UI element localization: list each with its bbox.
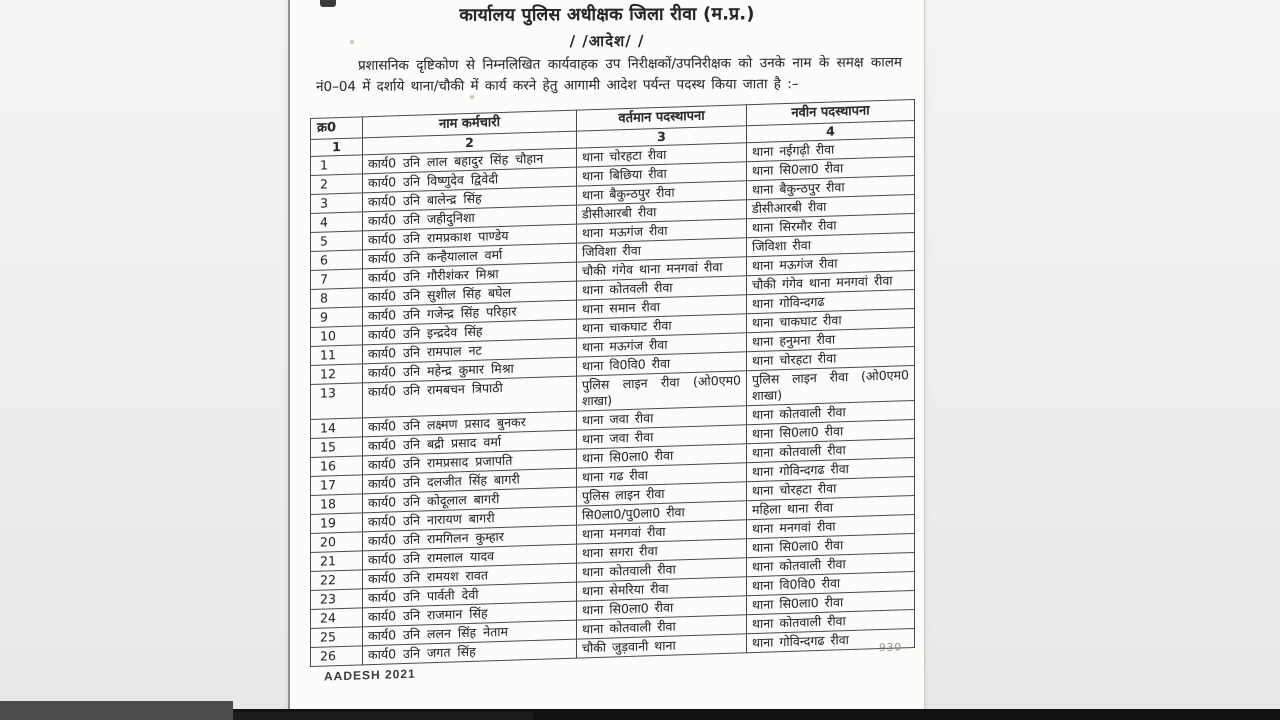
- name-cell: कार्य0 उनि गजेन्द्र सिंह परिहार: [363, 300, 577, 326]
- name-cell: कार्य0 उनि रामप्रकाश पाण्डेय: [363, 224, 577, 250]
- current-posting-cell: सि0ला0/पु0ला0 रीवा: [577, 501, 747, 525]
- name-cell: कार्य0 उनि जगत सिंह: [363, 639, 577, 665]
- serial-cell: 23: [311, 589, 363, 610]
- new-posting-cell: थाना बैकुन्ठपुर रीवा: [747, 176, 915, 200]
- name-cell: कार्य0 उनि सुशील सिंह बघेल: [363, 281, 577, 307]
- column-number: 3: [577, 126, 747, 148]
- name-cell: कार्य0 उनि रामगिलन कुम्हार: [363, 525, 577, 551]
- current-posting-cell: थाना वि0वि0 रीवा: [577, 352, 747, 376]
- new-posting-cell: थाना कोतवाली रीवा: [747, 553, 915, 577]
- serial-cell: 3: [311, 193, 363, 214]
- name-cell: कार्य0 उनि इन्द्रदेव सिंह: [363, 319, 577, 345]
- new-posting-cell: थाना चोरहटा रीवा: [747, 347, 915, 371]
- name-cell: कार्य0 उनि महेन्द्र कुमार मिश्रा: [363, 357, 577, 383]
- new-posting-cell: चौकी गंगेव थाना मनगवां रीवा: [747, 271, 915, 295]
- current-posting-cell: चौकी गंगेव थाना मनगवां रीवा: [577, 257, 747, 281]
- new-posting-cell: डीसीआरबी रीवा: [747, 195, 915, 219]
- current-posting-cell: थाना कोतवाली रीवा: [577, 558, 747, 582]
- serial-cell: 12: [311, 364, 363, 385]
- current-posting-cell: थाना कोतवली रीवा: [577, 276, 747, 300]
- name-cell: कार्य0 उनि लक्ष्मण प्रसाद बुनकर: [363, 411, 577, 437]
- name-cell: कार्य0 उनि रामप्रसाद प्रजापति: [363, 449, 577, 475]
- serial-cell: 14: [311, 418, 363, 439]
- serial-cell: 15: [311, 437, 363, 458]
- column-number: 4: [747, 121, 915, 143]
- page-title: कार्यालय पुलिस अधीक्षक जिला रीवा (म.प्र.): [459, 4, 755, 26]
- serial-cell: 19: [311, 513, 363, 534]
- serial-cell: 24: [311, 608, 363, 629]
- current-posting-cell: थाना सगरा रीवा: [577, 539, 747, 563]
- document-header: [290, 1, 924, 53]
- current-posting-cell: थाना जवा रीवा: [577, 425, 747, 449]
- current-posting-cell: जिविशा रीवा: [577, 238, 747, 262]
- name-cell: कार्य0 उनि बालेन्द्र सिंह: [363, 186, 577, 212]
- current-posting-cell: थाना बैकुन्ठपुर रीवा: [577, 181, 747, 205]
- bottom-gray-strip: [0, 701, 233, 720]
- col-header-employee-name: नाम कर्मचारी: [363, 110, 577, 138]
- new-posting-cell: थाना कोतवाली रीवा: [747, 401, 915, 425]
- name-cell: कार्य0 उनि विष्णुदेव द्विवेदी: [363, 167, 577, 193]
- name-cell: कार्य0 उनि रामपाल नट: [363, 338, 577, 364]
- new-posting-cell: महिला थाना रीवा: [747, 496, 915, 520]
- serial-cell: 26: [311, 646, 363, 667]
- new-posting-cell: थाना चाकघाट रीवा: [747, 309, 915, 333]
- new-posting-cell: थाना सिरमौर रीवा: [747, 214, 915, 238]
- serial-cell: 5: [311, 231, 363, 252]
- current-posting-cell: थाना मऊगंज रीवा: [577, 333, 747, 357]
- name-cell: कार्य0 उनि पार्वती देवी: [363, 582, 577, 608]
- serial-cell: 21: [311, 551, 363, 572]
- new-posting-cell: थाना वि0वि0 रीवा: [747, 572, 915, 596]
- name-cell: कार्य0 उनि कन्हैयालाल वर्मा: [363, 243, 577, 269]
- new-posting-cell: थाना सि0ला0 रीवा: [747, 157, 915, 181]
- serial-cell: 17: [311, 475, 363, 496]
- bottom-dark-strip: [233, 712, 533, 720]
- current-posting-cell: थाना गढ रीवा: [577, 463, 747, 487]
- new-posting-cell: थाना मऊगंज रीवा: [747, 252, 915, 276]
- footer-note: AADESH 2021: [324, 666, 416, 684]
- current-posting-cell: थाना कोतवाली रीवा: [577, 615, 747, 639]
- new-posting-cell: जिविशा रीवा: [747, 233, 915, 257]
- serial-cell: 16: [311, 456, 363, 477]
- col-header-serial: क्र0: [311, 117, 363, 140]
- current-posting-cell: थाना जवा रीवा: [577, 406, 747, 430]
- document-page: [288, 0, 925, 720]
- name-cell: कार्य0 उनि बद्री प्रसाद वर्मा: [363, 430, 577, 456]
- serial-cell: 4: [311, 212, 363, 233]
- current-posting-cell: चौकी जुड़वानी थाना: [577, 634, 747, 658]
- current-posting-cell: थाना चाकघाट रीवा: [577, 314, 747, 338]
- new-posting-cell: थाना सि0ला0 रीवा: [747, 420, 915, 444]
- transfer-table-container: [310, 99, 914, 684]
- transfer-table: [310, 99, 915, 667]
- new-posting-cell: थाना नईगढ़ी रीवा: [747, 138, 915, 162]
- serial-cell: 10: [311, 326, 363, 347]
- name-cell: कार्य0 उनि रामबचन त्रिपाठी: [363, 376, 577, 418]
- name-cell: कार्य0 उनि नारायण बागरी: [363, 506, 577, 532]
- new-posting-cell: थाना सि0ला0 रीवा: [747, 534, 915, 558]
- column-number: 2: [363, 131, 577, 155]
- serial-cell: 18: [311, 494, 363, 515]
- new-posting-cell: थाना सि0ला0 रीवा: [747, 591, 915, 615]
- table-body: [311, 138, 915, 667]
- name-cell: कार्य0 उनि रामलाल यादव: [363, 544, 577, 570]
- current-posting-cell: थाना मऊगंज रीवा: [577, 219, 747, 243]
- page-number-mark: 930: [878, 641, 902, 655]
- serial-cell: 11: [311, 345, 363, 366]
- current-posting-cell: डीसीआरबी रीवा: [577, 200, 747, 224]
- order-paragraph: प्रशासनिक दृष्टिकोण से निम्नलिखित कार्यवाहक उप निरीक्षकों/उपनिरीक्षक को उनके नाम के समक्ष कालम नं0–04 में दर्शाये थाना/चौकी में कार्य करने हेतु आगामी आदेश पर्यन्त पदस्थ किया जाता है :–: [316, 54, 902, 96]
- new-posting-cell: थाना कोतवाली रीवा: [747, 610, 915, 634]
- order-subtitle: / /आदेश/ /: [569, 31, 645, 51]
- serial-cell: 20: [311, 532, 363, 553]
- serial-cell: 7: [311, 269, 363, 290]
- current-posting-cell: थाना सि0ला0 रीवा: [577, 444, 747, 468]
- name-cell: कार्य0 उनि राजमान सिंह: [363, 601, 577, 627]
- current-posting-cell: थाना सेमरिया रीवा: [577, 577, 747, 601]
- name-cell: कार्य0 उनि गौरीशंकर मिश्रा: [363, 262, 577, 288]
- serial-cell: 13: [311, 383, 363, 420]
- current-posting-cell: पुलिस लाइन रीवा (ओ0एम0 शाखा): [577, 371, 747, 411]
- serial-cell: 25: [311, 627, 363, 648]
- new-posting-cell: थाना गोविन्दगढ रीवा: [747, 629, 915, 653]
- current-posting-cell: पुलिस लाइन रीवा: [577, 482, 747, 506]
- name-cell: कार्य0 उनि रामयश रावत: [363, 563, 577, 589]
- new-posting-cell: पुलिस लाइन रीवा (ओ0एम0 शाखा): [747, 366, 915, 406]
- serial-cell: 22: [311, 570, 363, 591]
- new-posting-cell: थाना चोरहटा रीवा: [747, 477, 915, 501]
- serial-cell: 2: [311, 174, 363, 195]
- col-header-current-posting: वर्तमान पदस्थापना: [577, 105, 747, 131]
- current-posting-cell: थाना सि0ला0 रीवा: [577, 596, 747, 620]
- name-cell: कार्य0 उनि जहीदुनिशा: [363, 205, 577, 231]
- name-cell: कार्य0 उनि कोदूलाल बागरी: [363, 487, 577, 513]
- new-posting-cell: थाना हनुमना रीवा: [747, 328, 915, 352]
- name-cell: कार्य0 उनि ललन सिंह नेताम: [363, 620, 577, 646]
- new-posting-cell: थाना गोविन्दगढ रीवा: [747, 458, 915, 482]
- current-posting-cell: थाना मनगवां रीवा: [577, 520, 747, 544]
- name-cell: कार्य0 उनि लाल बहादुर सिंह चौहान: [363, 148, 577, 174]
- serial-cell: 6: [311, 250, 363, 271]
- name-cell: कार्य0 उनि दलजीत सिंह बागरी: [363, 468, 577, 494]
- serial-cell: 9: [311, 307, 363, 328]
- col-header-new-posting: नवीन पदस्थापना: [747, 100, 915, 126]
- new-posting-cell: थाना कोतवाली रीवा: [747, 439, 915, 463]
- current-posting-cell: थाना चोरहटा रीवा: [577, 143, 747, 167]
- new-posting-cell: थाना गोविन्दगढ: [747, 290, 915, 314]
- current-posting-cell: थाना बिछिया रीवा: [577, 162, 747, 186]
- current-posting-cell: थाना समान रीवा: [577, 295, 747, 319]
- serial-cell: 8: [311, 288, 363, 309]
- serial-cell: 1: [311, 155, 363, 176]
- new-posting-cell: थाना मनगवां रीवा: [747, 515, 915, 539]
- column-number: 1: [311, 138, 363, 157]
